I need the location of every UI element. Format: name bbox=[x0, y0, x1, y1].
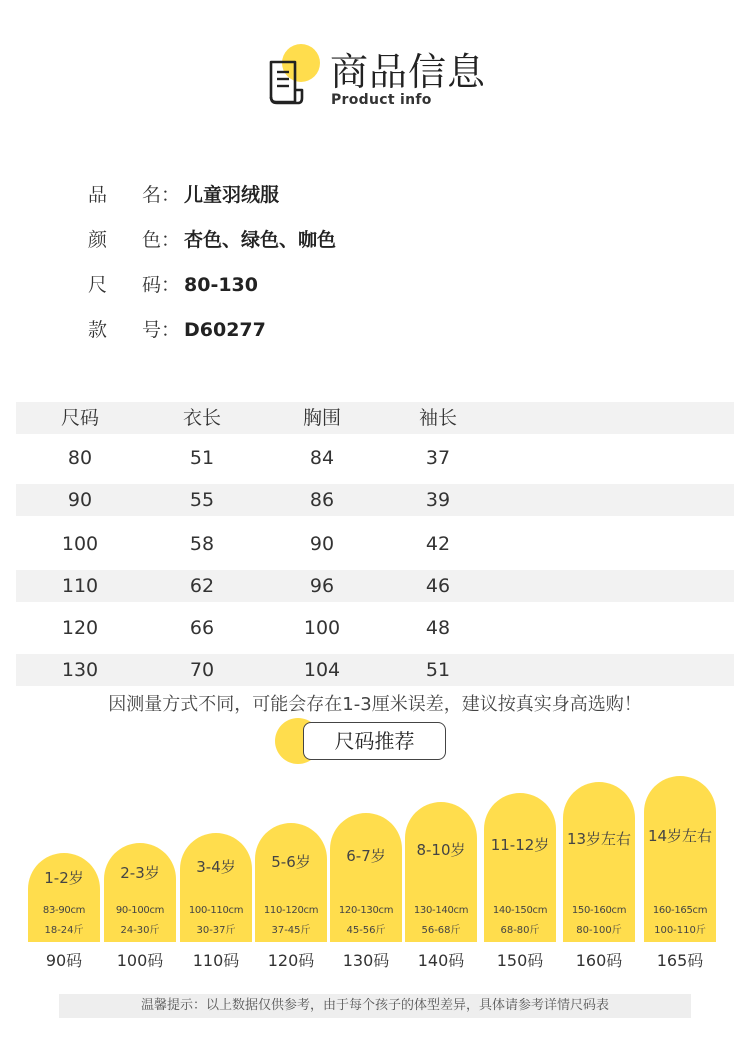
info-key-char: 色： bbox=[142, 229, 181, 251]
table-row bbox=[16, 528, 734, 560]
size-arch bbox=[563, 782, 635, 942]
arch-age: 5-6岁 bbox=[271, 852, 311, 871]
arch-age: 1-2岁 bbox=[44, 869, 84, 887]
arch-height: 140-150cm bbox=[492, 905, 548, 916]
table-cell: 39 bbox=[425, 489, 451, 511]
info-row bbox=[0, 225, 750, 255]
size-arch bbox=[104, 843, 176, 942]
table-cell: 104 bbox=[303, 659, 341, 681]
size-arch bbox=[28, 853, 100, 942]
arch-weight: 80-100斤 bbox=[576, 925, 622, 936]
arch-size-label: 130码 bbox=[342, 951, 390, 970]
table-cell: 62 bbox=[189, 575, 215, 597]
table-cell: 48 bbox=[425, 617, 451, 639]
table-cell: 70 bbox=[189, 659, 215, 681]
arch-weight: 24-30斤 bbox=[120, 925, 160, 936]
table-row bbox=[16, 654, 734, 686]
size-arch bbox=[180, 833, 252, 942]
size-arch bbox=[255, 823, 327, 942]
table-cell: 51 bbox=[189, 447, 215, 469]
info-value: 杏色、绿色、咖色 bbox=[184, 229, 337, 251]
arch-height: 130-140cm bbox=[413, 905, 469, 916]
table-header-cell: 胸围 bbox=[302, 407, 341, 429]
info-key-char: 码： bbox=[142, 274, 181, 296]
arch-size-label: 140码 bbox=[417, 951, 465, 970]
arch-age: 8-10岁 bbox=[416, 840, 466, 859]
arch-size-label: 160码 bbox=[575, 951, 623, 970]
table-cell: 100 bbox=[303, 617, 341, 639]
table-row bbox=[16, 570, 734, 602]
footer-tip: 温馨提示：以上数据仅供参考，由于每个孩子的体型差异，具体请参考详情尺码表 bbox=[59, 994, 691, 1018]
table-cell: 80 bbox=[67, 447, 93, 469]
arch-height: 120-130cm bbox=[338, 905, 394, 916]
info-key-char: 款 bbox=[88, 319, 108, 341]
table-cell: 55 bbox=[189, 489, 215, 511]
info-value: 儿童羽绒服 bbox=[184, 184, 280, 206]
arch-weight: 37-45斤 bbox=[271, 925, 311, 936]
arch-weight: 45-56斤 bbox=[346, 925, 386, 936]
table-cell: 90 bbox=[67, 489, 93, 511]
table-cell: 37 bbox=[425, 447, 451, 469]
size-recommend-title: 尺码推荐 bbox=[303, 722, 446, 760]
table-header-cell: 衣长 bbox=[182, 407, 221, 429]
arch-age: 2-3岁 bbox=[120, 863, 160, 882]
info-row bbox=[0, 315, 750, 345]
info-key-char: 号： bbox=[142, 319, 181, 341]
arch-age: 13岁左右 bbox=[566, 829, 632, 848]
table-header-row bbox=[16, 402, 734, 434]
info-value: D60277 bbox=[184, 319, 266, 341]
table-cell: 51 bbox=[425, 659, 451, 681]
table-cell: 90 bbox=[309, 533, 335, 555]
size-arch bbox=[330, 813, 402, 942]
size-arch bbox=[644, 776, 716, 942]
page-title: 商品信息 bbox=[330, 50, 487, 94]
table-cell: 84 bbox=[309, 447, 335, 469]
arch-size-label: 150码 bbox=[496, 951, 544, 970]
table-header-cell: 尺码 bbox=[60, 407, 99, 429]
table-cell: 100 bbox=[61, 533, 99, 555]
arch-size-label: 110码 bbox=[192, 951, 240, 970]
table-cell: 58 bbox=[189, 533, 215, 555]
table-cell: 42 bbox=[425, 533, 451, 555]
table-cell: 46 bbox=[425, 575, 451, 597]
arch-size-label: 165码 bbox=[656, 951, 704, 970]
info-key-char: 颜 bbox=[88, 229, 108, 251]
arch-height: 150-160cm bbox=[571, 905, 627, 916]
arch-height: 100-110cm bbox=[188, 905, 244, 916]
table-cell: 86 bbox=[309, 489, 335, 511]
size-table bbox=[16, 402, 734, 686]
table-cell: 110 bbox=[61, 575, 99, 597]
arch-size-label: 90码 bbox=[45, 951, 83, 970]
size-arch bbox=[484, 793, 556, 942]
arch-size-label: 120码 bbox=[267, 951, 315, 970]
arch-weight: 18-24斤 bbox=[44, 925, 84, 936]
arch-weight: 68-80斤 bbox=[500, 925, 540, 936]
arch-weight: 100-110斤 bbox=[654, 925, 706, 936]
size-arch bbox=[405, 802, 477, 942]
arch-height: 90-100cm bbox=[115, 905, 165, 916]
table-cell: 96 bbox=[309, 575, 335, 597]
arch-height: 83-90cm bbox=[42, 905, 86, 916]
info-row bbox=[0, 180, 750, 210]
arch-age: 14岁左右 bbox=[647, 826, 713, 845]
arch-age: 3-4岁 bbox=[196, 858, 236, 876]
info-value: 80-130 bbox=[184, 274, 258, 296]
info-row bbox=[0, 270, 750, 300]
arch-weight: 30-37斤 bbox=[196, 925, 236, 936]
table-row bbox=[16, 442, 734, 474]
info-key-char: 尺 bbox=[88, 274, 108, 296]
arch-age: 11-12岁 bbox=[490, 836, 550, 854]
table-row bbox=[16, 612, 734, 644]
arch-size-label: 100码 bbox=[116, 951, 164, 970]
arch-weight: 56-68斤 bbox=[421, 925, 461, 936]
measurement-note: 因测量方式不同，可能会存在1-3厘米误差，建议按真实身高选购！ bbox=[108, 694, 642, 715]
table-cell: 130 bbox=[61, 659, 99, 681]
arch-height: 110-120cm bbox=[263, 905, 319, 916]
info-key-char: 名： bbox=[142, 184, 181, 206]
table-cell: 120 bbox=[61, 617, 99, 639]
table-header-cell: 袖长 bbox=[418, 407, 457, 429]
arch-age: 6-7岁 bbox=[346, 847, 386, 865]
table-row bbox=[16, 484, 734, 516]
page-subtitle: Product info bbox=[331, 92, 432, 108]
document-icon bbox=[268, 60, 304, 106]
info-key-char: 品 bbox=[88, 184, 108, 206]
table-cell: 66 bbox=[189, 617, 215, 639]
arch-height: 160-165cm bbox=[652, 905, 708, 916]
